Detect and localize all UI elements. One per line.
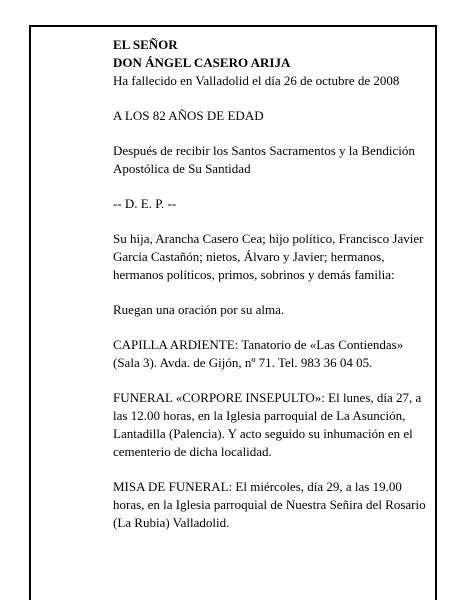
mass-paragraph: MISA DE FUNERAL: El miércoles, día 29, a las 19.00 horas, en la Iglesia parroquial de Nuestra Señira del Rosario (La Rubia) Valladolid.: [113, 479, 426, 530]
prayer-line: Ruegan una oración por su alma.: [113, 302, 285, 317]
chapel-paragraph: CAPILLA ARDIENTE: Tanatorio de «Las Contiendas» (Sala 3). Avda. de Gijón, nº 71. Tel. 983 36 04 05.: [113, 337, 404, 370]
deceased-name: DON ÁNGEL CASERO ARIJA: [113, 55, 291, 70]
sacraments-paragraph: Después de recibir los Santos Sacramentos y la Bendición Apostólica de Su Santidad: [113, 143, 415, 176]
funeral-paragraph: FUNERAL «CORPORE INSEPULTO»: El lunes, día 27, a las 12.00 horas, en la Iglesia parroquial de La Asunción, Lantadilla (Palencia). Y acto seguido su inhumación en el cementerio de dicha localidad.: [113, 390, 422, 459]
death-announcement: Ha fallecido en Valladolid el día 26 de octubre de 2008: [113, 73, 400, 88]
age-line: A LOS 82 AÑOS DE EDAD: [113, 108, 264, 123]
dep-line: -- D. E. P. --: [113, 196, 177, 211]
family-paragraph: Su hija, Arancha Casero Cea; hijo político, Francisco Javier García Castañón; nietos, Álvaro y Javier; hermanos, hermanos políticos, primos, sobrinos y demás familia:: [113, 231, 424, 282]
deceased-title: EL SEÑOR: [113, 37, 178, 52]
obituary-notice: [113, 36, 431, 549]
